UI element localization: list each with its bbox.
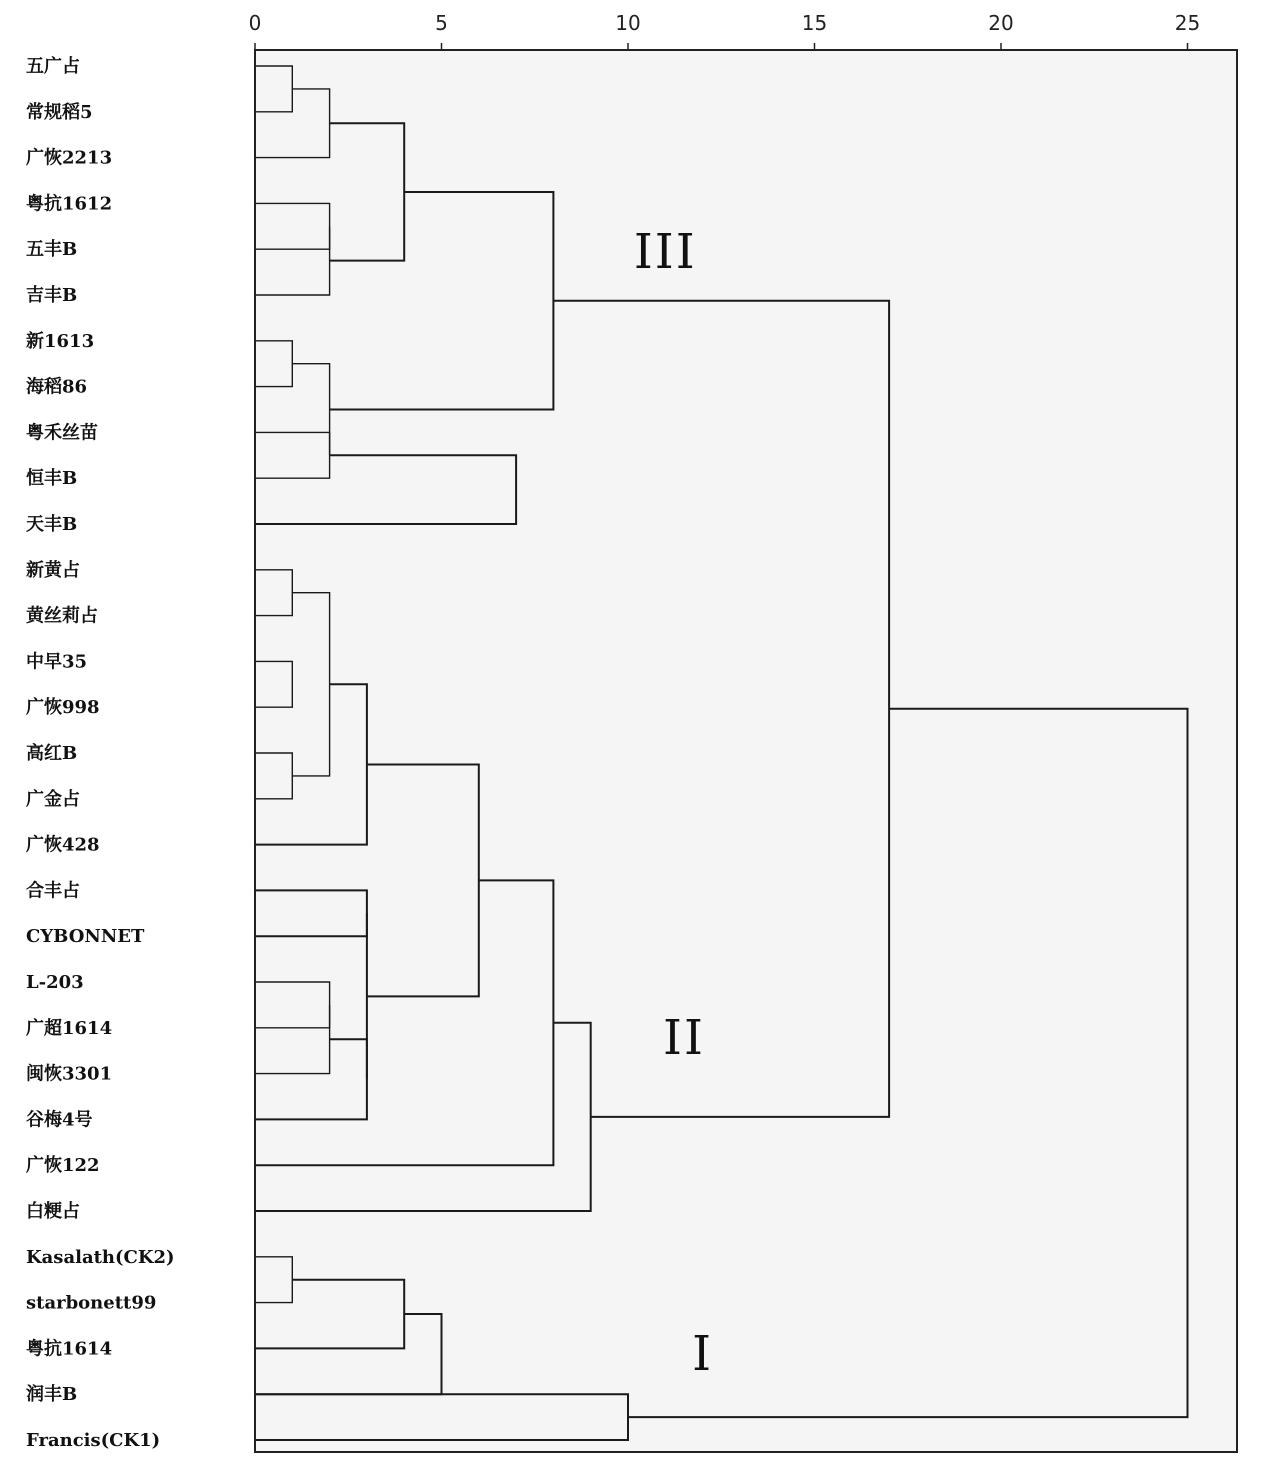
leaf-label: starbonett99 [26,1292,157,1314]
x-tick-label: 15 [801,11,828,35]
leaf-labels [25,55,175,1451]
leaf-label: 粤抗1614 [26,1338,113,1360]
leaf-label: 广恢122 [26,1155,100,1177]
leaf-label: 广恢428 [26,834,100,856]
leaf-label: 高红B [26,743,78,764]
leaf-label: 海稻86 [26,376,88,398]
leaf-label: 恒丰B [26,468,78,490]
leaf-label: 广金占 [26,788,80,810]
leaf-label: 天丰B [26,514,78,535]
cluster-label: III [633,224,697,280]
leaf-label: 润丰B [26,1384,78,1406]
leaf-label: 吉丰B [26,285,78,306]
leaf-label: 谷梅4号 [26,1109,93,1131]
leaf-label: L-203 [26,972,84,993]
cluster-label: I [692,1326,714,1382]
leaf-label: 广超1614 [26,1017,113,1039]
leaf-label: 五广占 [26,56,80,77]
x-tick-label: 5 [435,11,448,35]
leaf-label: 新黄占 [26,559,80,581]
leaf-label: 广恢998 [26,697,100,719]
leaf-label: 闽恢3301 [26,1063,113,1085]
leaf-label: 中早35 [26,651,88,673]
x-tick-label: 10 [615,11,641,35]
leaf-label: Francis(CK1) [26,1430,161,1451]
leaf-label: 黄丝莉占 [26,605,98,627]
cluster-label: II [662,1010,705,1066]
leaf-label: Kasalath(CK2) [26,1246,175,1268]
leaf-label: 粤禾丝苗 [26,422,98,444]
x-tick-label: 25 [1174,11,1201,35]
leaf-label: 五丰B [26,239,78,261]
leaf-label: 白粳占 [26,1201,80,1222]
leaf-label: CYBONNET [26,926,145,948]
leaf-label: 常规稻5 [26,101,93,123]
leaf-label: 广恢2213 [26,147,113,169]
leaf-label: 新1613 [26,330,95,352]
x-tick-label: 20 [988,11,1014,35]
x-axis [249,11,1201,50]
leaf-label: 粤抗1612 [26,193,113,215]
leaf-label: 合丰占 [26,880,80,902]
x-tick-label: 0 [248,11,262,35]
